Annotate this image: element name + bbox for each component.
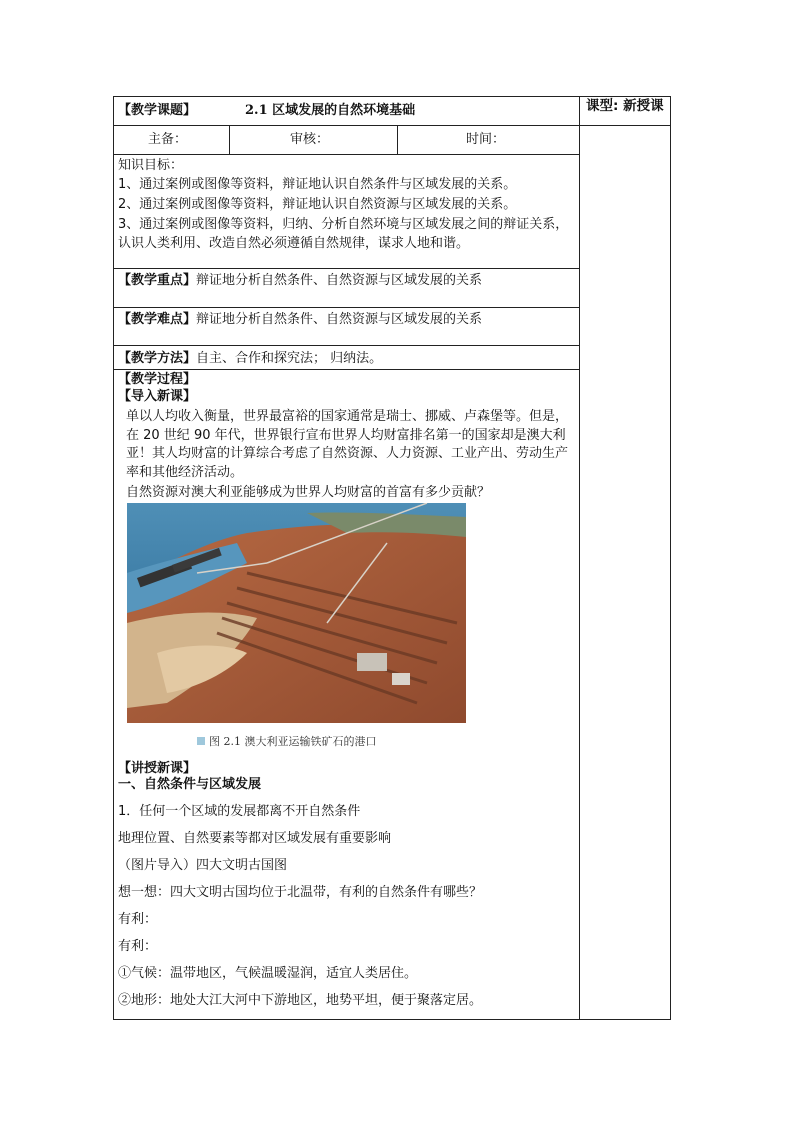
staff-cell-divider	[397, 125, 398, 154]
topic-label: 【教学课题】	[118, 103, 197, 118]
lesson-type: 课型: 新授课	[586, 98, 664, 114]
lecture-line: （图片导入）四大文明古国图	[118, 858, 288, 873]
row-line	[113, 268, 580, 269]
row-line	[113, 125, 671, 126]
staff-cell-divider	[229, 125, 230, 154]
lecture-line: 有利：	[118, 939, 158, 954]
figure-caption-text: 图 2.1 澳大利亚运输铁矿石的港口	[209, 735, 377, 748]
lecture-line: 1．任何一个区域的发展都离不开自然条件	[118, 804, 361, 819]
right-column-divider	[579, 96, 580, 1020]
method-row	[118, 350, 382, 367]
row-line	[113, 154, 580, 155]
intro-heading: 【导入新课】	[118, 389, 197, 404]
lecture-line: 有利：	[118, 912, 158, 927]
difficulty-text: 辩证地分析自然条件、自然资源与区域发展的关系	[196, 312, 483, 327]
lecture-line: 地理位置、自然要素等都对区域发展有重要影响	[118, 831, 392, 846]
method-text: 自主、合作和探究法； 归纳法。	[196, 351, 383, 366]
key-point-row	[118, 272, 482, 289]
preparer-label: 主备：	[148, 132, 188, 147]
process-heading: 【教学过程】	[118, 372, 197, 387]
difficulty-label: 【教学难点】	[118, 312, 197, 327]
intro-question: 自然资源对澳大利亚能够成为世界人均财富的首富有多少贡献？	[126, 485, 491, 500]
intro-paragraph: 单以人均收入衡量，世界最富裕的国家通常是瑞士、挪威、卢森堡等。但是，在 20 世纪 90 年代，世界银行宣布世界人均财富排名第一的国家却是澳大利亚！其人均财富的计算综合考虑了自然资源、人力资源、工业产出、劳动生产率和其他经济活动。	[126, 409, 569, 480]
iron-ore-port-photo	[127, 503, 466, 723]
lecture-line: ②地形：地处大江大河中下游地区，地势平坦，便于聚落定居。	[118, 993, 483, 1008]
row-line	[113, 345, 580, 346]
lecture-heading: 【讲授新课】	[118, 761, 197, 776]
objective-item: 2、通过案例或图像等资料，辩证地认识自然资源与区域发展的关系。	[118, 197, 517, 212]
time-label: 时间：	[466, 132, 506, 147]
lesson-title: 2.1 区域发展的自然环境基础	[245, 103, 416, 118]
method-label: 【教学方法】	[118, 351, 197, 366]
caption-marker-icon	[197, 737, 205, 745]
objectives-heading: 知识目标：	[118, 158, 184, 173]
row-line	[113, 369, 580, 370]
section-title: 一、自然条件与区域发展	[118, 777, 262, 792]
figure-caption	[197, 733, 377, 750]
key-point-text: 辩证地分析自然条件、自然资源与区域发展的关系	[196, 273, 483, 288]
lecture-line: 想一想：四大文明古国均位于北温带，有利的自然条件有哪些？	[118, 885, 483, 900]
objective-item: 1、通过案例或图像等资料，辩证地认识自然条件与区域发展的关系。	[118, 177, 517, 192]
difficulty-row	[118, 311, 482, 328]
reviewer-label: 审核：	[290, 132, 330, 147]
lecture-line: ①气候：温带地区，气候温暖湿润，适宜人类居住。	[118, 966, 418, 981]
key-point-label: 【教学重点】	[118, 273, 197, 288]
objective-item: 3、通过案例或图像等资料，归纳、分析自然环境与区域发展之间的辩证关系，认识人类利用、改造自然必须遵循自然规律，谋求人地和谐。	[118, 217, 569, 251]
row-line	[113, 307, 580, 308]
